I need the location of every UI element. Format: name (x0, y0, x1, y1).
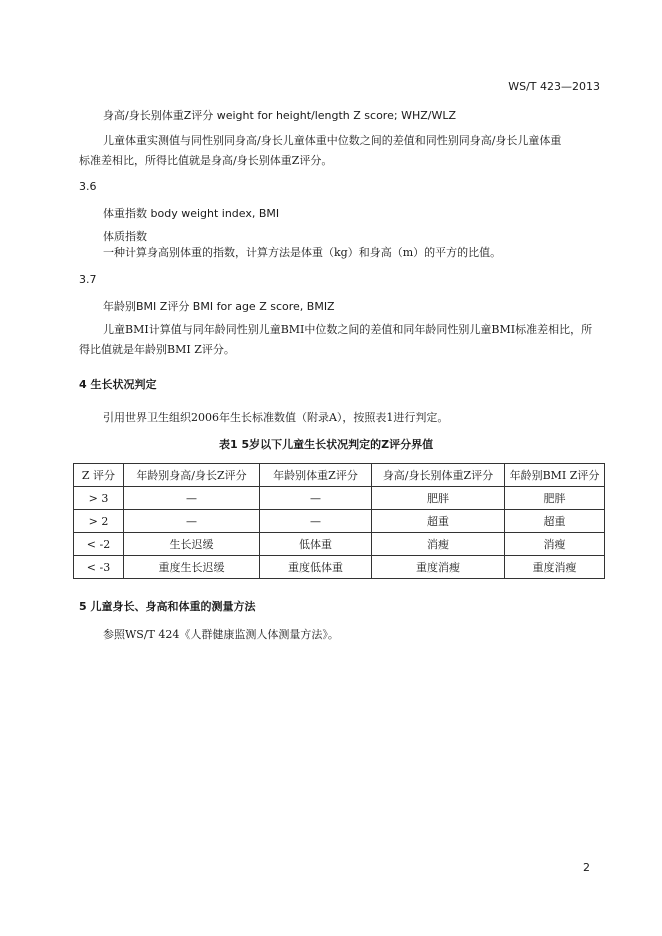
table-header-cell: 年龄别BMI Z评分 (505, 464, 605, 487)
section-4-paragraph: 引用世界卫生组织2006年生长标准数值（附录A），按照表1进行判定。 (103, 411, 449, 424)
table-cell: 消瘦 (372, 533, 505, 556)
table-cell: — (124, 510, 260, 533)
table-row (74, 487, 605, 510)
definition-bmi: 一种计算身高别体重的指数，计算方法是体重（kg）和身高（m）的平方的比值。 (103, 246, 502, 259)
table-cell: 重度生长迟缓 (124, 556, 260, 579)
clause-number-3-7: 3.7 (79, 273, 97, 286)
term-bmiz: 年龄别BMI Z评分 BMI for age Z score, BMIZ (103, 300, 335, 313)
table-cell: > 3 (74, 487, 124, 510)
definition-bmiz-line1: 儿童BMI计算值与同年龄同性别儿童BMI中位数之间的差值和同年龄同性别儿童BMI标准差相比，所 (103, 323, 593, 336)
table-row (74, 556, 605, 579)
table-cell: < -2 (74, 533, 124, 556)
term-bmi: 体重指数 body weight index, BMI (103, 207, 280, 220)
table-cell: 重度消瘦 (372, 556, 505, 579)
section-5-heading: 5 儿童身长、身高和体重的测量方法 (79, 600, 256, 613)
table-cell: — (260, 510, 372, 533)
table-cell: 肥胖 (505, 487, 605, 510)
definition-whz-line1: 儿童体重实测值与同性别同身高/身长儿童体重中位数之间的差值和同性别同身高/身长儿童体重 (103, 134, 562, 147)
table-cell: 肥胖 (372, 487, 505, 510)
table-row (74, 533, 605, 556)
definition-whz-line2: 标准差相比，所得比值就是身高/身长别体重Z评分。 (79, 154, 333, 167)
table-cell: > 2 (74, 510, 124, 533)
table-cell: 低体重 (260, 533, 372, 556)
section-4-heading: 4 生长状况判定 (79, 378, 157, 391)
table-cell: 重度消瘦 (505, 556, 605, 579)
table-cell: 超重 (505, 510, 605, 533)
table-cell: 超重 (372, 510, 505, 533)
table-cell: — (260, 487, 372, 510)
page-number: 2 (583, 861, 590, 874)
table-cell: — (124, 487, 260, 510)
table-header-cell: 年龄别身高/身长Z评分 (124, 464, 260, 487)
definition-bmiz-line2: 得比值就是年龄别BMI Z评分。 (79, 343, 235, 356)
table-cell: < -3 (74, 556, 124, 579)
z-score-table (73, 463, 605, 579)
table-cell: 消瘦 (505, 533, 605, 556)
table-cell: 重度低体重 (260, 556, 372, 579)
term-whz: 身高/身长别体重Z评分 weight for height/length Z score; WHZ/WLZ (103, 109, 456, 122)
table-1-caption: 表1 5岁以下儿童生长状况判定的Z评分界值 (219, 438, 434, 451)
table-cell: 生长迟缓 (124, 533, 260, 556)
standard-number: WS/T 423—2013 (508, 80, 600, 93)
alt-term-bmi: 体质指数 (103, 230, 147, 243)
section-5-paragraph: 参照WS/T 424《人群健康监测人体测量方法》。 (103, 628, 339, 641)
clause-number-3-6: 3.6 (79, 180, 97, 193)
table-row (74, 510, 605, 533)
table-header-cell: Z 评分 (74, 464, 124, 487)
table-header-cell: 身高/身长别体重Z评分 (372, 464, 505, 487)
table-header-row (74, 464, 605, 487)
table-header-cell: 年龄别体重Z评分 (260, 464, 372, 487)
